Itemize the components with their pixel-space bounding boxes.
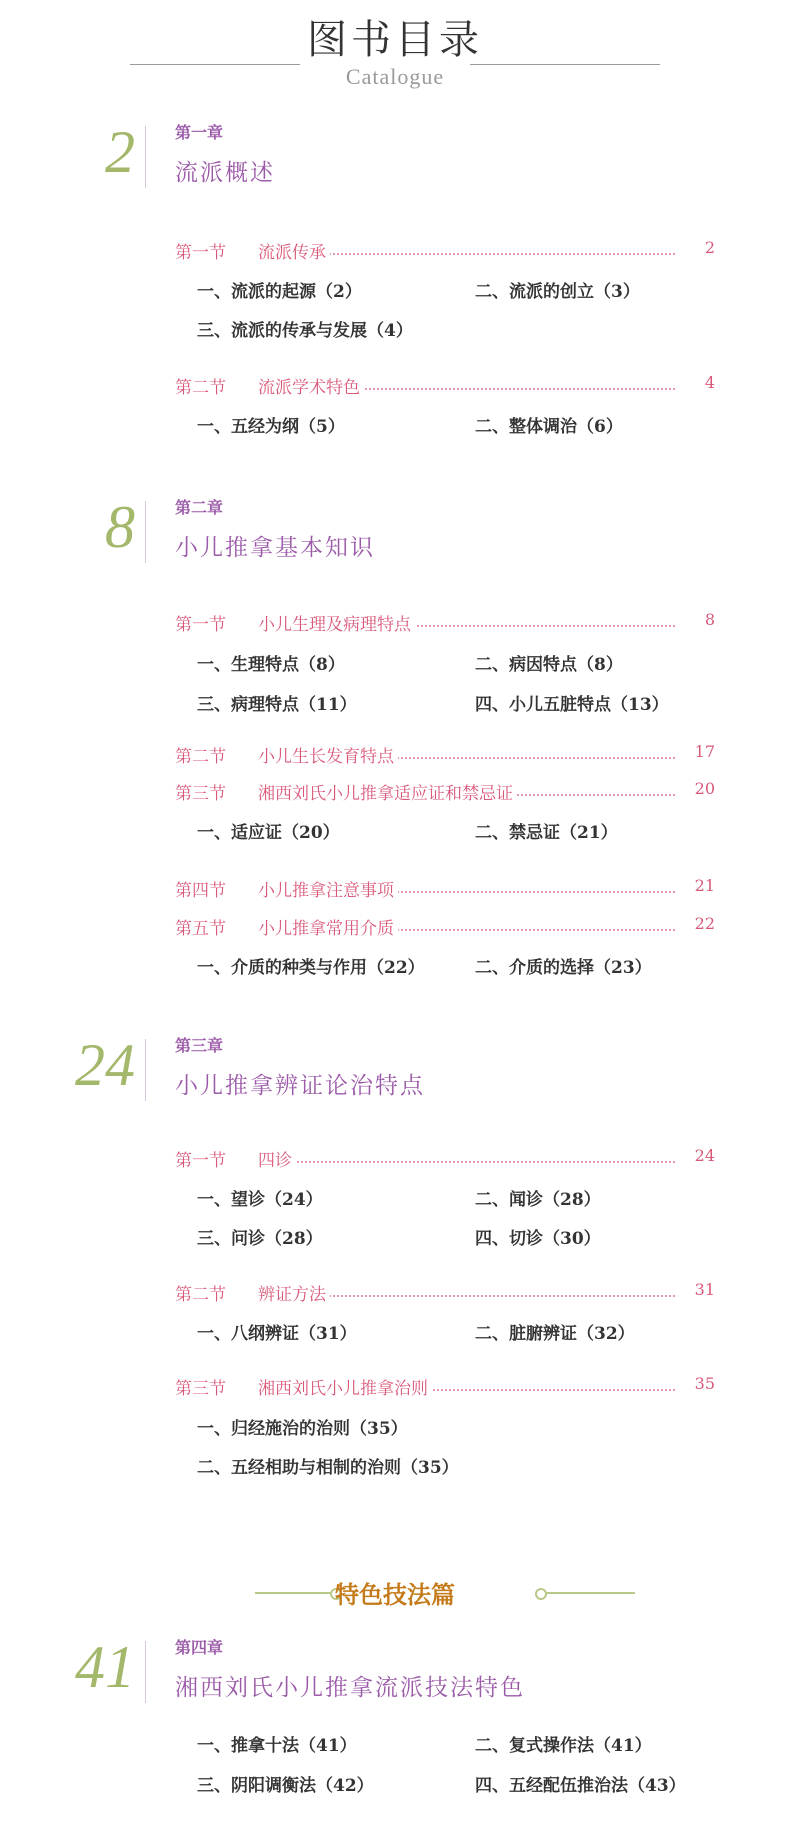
- toc-section-row[interactable]: [175, 779, 715, 805]
- toc-section-row[interactable]: [175, 1374, 715, 1400]
- toc-item[interactable]: 三、问诊（28）: [197, 1229, 323, 1249]
- toc-section-row[interactable]: [175, 373, 715, 399]
- toc-item[interactable]: 一、推拿十法（41）: [197, 1736, 357, 1756]
- banner-title: 特色技法篇: [335, 1581, 455, 1609]
- toc-section-row[interactable]: [175, 1146, 715, 1172]
- toc-item[interactable]: 一、适应证（20）: [197, 823, 340, 843]
- catalogue-header: [0, 0, 790, 100]
- section-number: 第二节: [175, 1285, 226, 1305]
- toc-item[interactable]: 二、闻诊（28）: [475, 1190, 601, 1210]
- section-page: 35: [694, 1374, 715, 1393]
- section-number: 第三节: [175, 784, 226, 804]
- section-number: 第三节: [175, 1379, 226, 1399]
- section-page: 22: [694, 914, 715, 933]
- section-number: 第一节: [175, 243, 226, 263]
- chapter-page-number: 24: [75, 1032, 135, 1098]
- chapter-title: 流派概述: [175, 160, 275, 186]
- toc-section-row[interactable]: [175, 1280, 715, 1306]
- toc-item[interactable]: 一、生理特点（8）: [197, 655, 345, 675]
- special-techniques-banner: [0, 1575, 790, 1615]
- section-number: 第五节: [175, 919, 226, 939]
- chapter-divider: [145, 1039, 146, 1101]
- toc-item[interactable]: 二、禁忌证（21）: [475, 823, 618, 843]
- chapter-page-number: 8: [105, 494, 135, 560]
- chapter-3-heading: [0, 1033, 790, 1113]
- toc-item[interactable]: 一、流派的起源（2）: [197, 282, 362, 302]
- toc-item[interactable]: 二、病因特点（8）: [475, 655, 623, 675]
- toc-section-row[interactable]: [175, 914, 715, 940]
- page-title: 图书目录: [307, 17, 483, 63]
- chapter-2-heading: [0, 495, 790, 575]
- toc-section-row[interactable]: [175, 876, 715, 902]
- section-number: 第四节: [175, 881, 226, 901]
- toc-item[interactable]: 二、整体调治（6）: [475, 417, 623, 437]
- section-title: 小儿推拿常用介质: [258, 914, 398, 939]
- toc-item[interactable]: 四、五经配伍推治法（43）: [475, 1776, 686, 1796]
- toc-item[interactable]: 一、归经施治的治则（35）: [197, 1419, 408, 1439]
- section-title: 湘西刘氏小儿推拿适应证和禁忌证: [258, 779, 517, 804]
- chapter-title: 小儿推拿基本知识: [175, 535, 375, 561]
- banner-ornament-dot: [535, 1588, 547, 1600]
- chapter-title: 湘西刘氏小儿推拿流派技法特色: [175, 1675, 525, 1701]
- section-title: 四诊: [258, 1146, 296, 1171]
- section-page: 17: [694, 742, 715, 761]
- toc-item[interactable]: 二、五经相助与相制的治则（35）: [197, 1458, 459, 1478]
- toc-item[interactable]: 一、八纲辨证（31）: [197, 1324, 357, 1344]
- toc-item[interactable]: 二、脏腑辨证（32）: [475, 1324, 635, 1344]
- chapter-page-number: 41: [75, 1634, 135, 1700]
- chapter-label: 第三章: [175, 1036, 224, 1055]
- section-page: 24: [694, 1146, 715, 1165]
- toc-item[interactable]: 四、切诊（30）: [475, 1229, 601, 1249]
- section-page: 2: [704, 238, 715, 257]
- section-number: 第一节: [175, 1151, 226, 1171]
- toc-item[interactable]: 二、复式操作法（41）: [475, 1736, 652, 1756]
- section-title: 小儿推拿注意事项: [258, 876, 398, 901]
- dot-leader: [258, 1161, 675, 1163]
- toc-item[interactable]: 一、介质的种类与作用（22）: [197, 958, 425, 978]
- chapter-4-heading: [0, 1635, 790, 1715]
- header-rule-right: [470, 64, 660, 65]
- section-title: 流派学术特色: [258, 373, 364, 398]
- chapter-title: 小儿推拿辨证论治特点: [175, 1073, 425, 1099]
- chapter-label: 第二章: [175, 498, 224, 517]
- toc-item[interactable]: 一、五经为纲（5）: [197, 417, 345, 437]
- toc-item[interactable]: 二、介质的选择（23）: [475, 958, 652, 978]
- page-subtitle: Catalogue: [345, 64, 445, 89]
- section-title: 辨证方法: [258, 1280, 330, 1305]
- toc-item[interactable]: 三、病理特点（11）: [197, 695, 357, 715]
- section-page: 4: [704, 373, 715, 392]
- toc-item[interactable]: 三、阴阳调衡法（42）: [197, 1776, 374, 1796]
- section-title: 小儿生长发育特点: [258, 742, 398, 767]
- chapter-page-number: 2: [105, 119, 135, 185]
- chapter-label: 第四章: [175, 1638, 224, 1657]
- toc-item[interactable]: 四、小儿五脏特点（13）: [475, 695, 669, 715]
- section-number: 第一节: [175, 615, 226, 635]
- toc-section-row[interactable]: [175, 742, 715, 768]
- toc-item[interactable]: 三、流派的传承与发展（4）: [197, 321, 413, 341]
- toc-section-row[interactable]: [175, 238, 715, 264]
- section-page: 21: [694, 876, 715, 895]
- section-number: 第二节: [175, 747, 226, 767]
- toc-section-row[interactable]: [175, 610, 715, 636]
- chapter-divider: [145, 1641, 146, 1703]
- chapter-1-heading: [0, 120, 790, 200]
- chapter-divider: [145, 126, 146, 188]
- section-page: 31: [694, 1280, 715, 1299]
- section-title: 小儿生理及病理特点: [258, 610, 415, 635]
- section-page: 8: [704, 610, 715, 629]
- banner-ornament-right: [545, 1592, 635, 1594]
- section-page: 20: [694, 779, 715, 798]
- toc-item[interactable]: 二、流派的创立（3）: [475, 282, 640, 302]
- chapter-divider: [145, 501, 146, 563]
- chapter-label: 第一章: [175, 123, 224, 142]
- section-title: 湘西刘氏小儿推拿治则: [258, 1374, 432, 1399]
- toc-item[interactable]: 一、望诊（24）: [197, 1190, 323, 1210]
- section-number: 第二节: [175, 378, 226, 398]
- section-title: 流派传承: [258, 238, 330, 263]
